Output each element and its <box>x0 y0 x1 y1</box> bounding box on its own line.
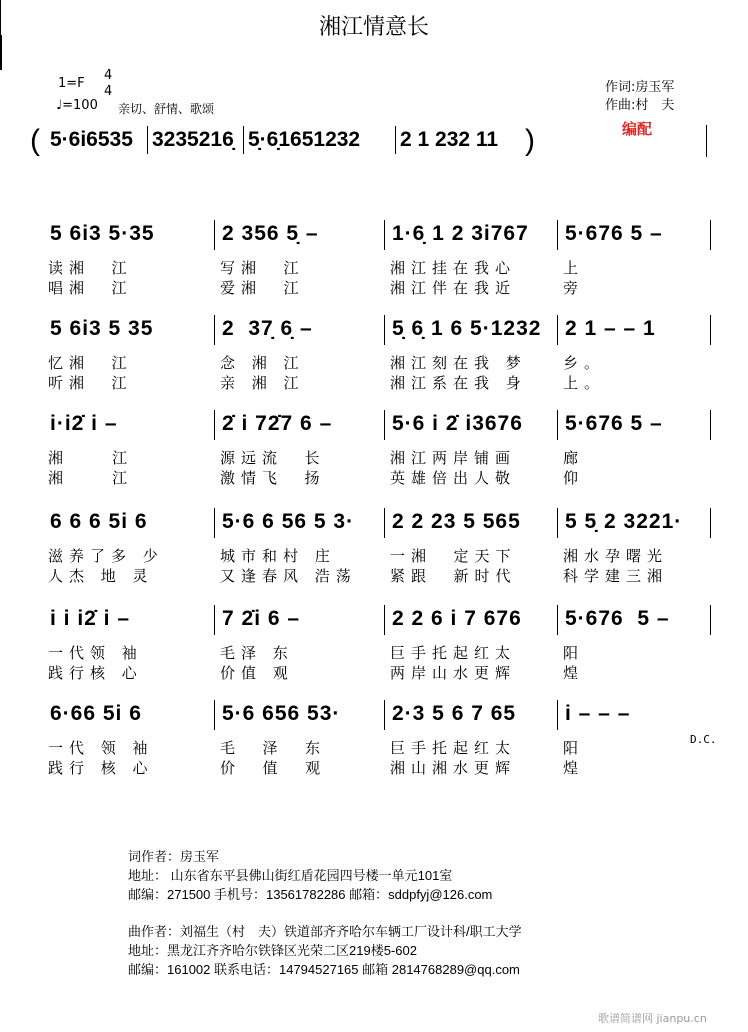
measure-notes: 5̣ 6̣ 1 6 5·1232 <box>392 317 542 340</box>
measure-notes: 5 5̣ 2 3221· <box>565 510 683 533</box>
barline <box>557 315 558 345</box>
lyric-verse-1: 念 湘 江 <box>220 354 305 372</box>
barline <box>147 126 148 154</box>
lyric-verse-2: 践行核 心 <box>48 664 143 682</box>
barline <box>384 700 385 730</box>
lyric-verse-2: 价值 观 <box>220 664 294 682</box>
barline <box>710 410 711 440</box>
lyric-verse-1: 毛 泽 东 <box>220 739 327 757</box>
lyric-verse-2: 唱湘 江 <box>48 279 133 297</box>
lyric-verse-1: 巨手托起红太 <box>390 644 517 662</box>
composer-info <box>128 921 522 978</box>
lyric-verse-2: 激情飞 扬 <box>220 469 326 487</box>
lyric-verse-2: 湘山湘水更辉 <box>390 759 517 777</box>
lyric-verse-2: 紧跟 新时代 <box>390 567 517 585</box>
lyric-verse-2: 听湘 江 <box>48 374 133 392</box>
measure-notes: 2 356 5̣ – <box>222 222 319 245</box>
lyric-verse-1: 上 <box>563 259 585 277</box>
intro-measure: 2 1 232 11 <box>400 128 499 151</box>
lyric-verse-2: 湘江伴在我近 <box>390 279 517 297</box>
barline <box>710 220 711 250</box>
song-title: 湘江情意长 <box>318 15 429 40</box>
seal-stamp: 编配 <box>621 120 652 138</box>
lyric-verse-1: 湘江挂在我心 <box>390 259 517 277</box>
lyricist-credit: 作词:房玉军 <box>605 80 675 95</box>
lyric-verse-2: 爱湘 江 <box>220 279 305 297</box>
measure-notes: 5·676 5 – <box>565 607 670 630</box>
close-paren: ) <box>525 124 536 157</box>
measure-notes: 2·3 5 6 7 65 <box>392 702 517 725</box>
measure-notes: i·i2̇ i – <box>50 412 118 435</box>
measure-notes: 6 6 6 5i 6 <box>50 510 148 533</box>
lyric-verse-2: 煌 <box>563 759 585 777</box>
measure-notes: 2 2 23 5 565 <box>392 510 521 533</box>
lyric-verse-1: 湘江两岸铺画 <box>390 449 517 467</box>
composer-credit: 作曲:村 夫 <box>605 98 675 113</box>
barline <box>557 605 558 635</box>
key-signature: 1=F <box>58 76 85 91</box>
lyric-verse-2: 又逢春风 浩荡 <box>220 567 357 585</box>
lyric-verse-1: 一湘 定天下 <box>390 547 517 565</box>
lyric-verse-2: 仰 <box>563 469 585 487</box>
info-line: 曲作者：刘福生（村 夫）铁道部齐齐哈尔车辆工厂设计科/职工大学 <box>128 924 522 939</box>
measure-notes: 5 6i3 5 35 <box>50 317 154 340</box>
lyric-verse-2: 湘江系在我 身 <box>390 374 527 392</box>
barline <box>214 410 215 440</box>
measure-notes: 2 37̣ 6̣ – <box>222 317 313 340</box>
measure-notes: i – – – <box>565 702 631 725</box>
measure-notes: 5·6 i 2̇ i3676 <box>392 412 523 435</box>
lyric-verse-1: 阳 <box>563 644 585 662</box>
time-top: 4 <box>104 68 113 83</box>
measure-notes: 5·6 656 53· <box>222 702 341 725</box>
barline <box>214 605 215 635</box>
barline <box>557 220 558 250</box>
lyric-verse-1: 阳 <box>563 739 585 757</box>
expression-mark: 亲切、舒情、歌颂 <box>118 102 215 116</box>
measure-notes: 2 2 6 i 7 676 <box>392 607 522 630</box>
barline <box>214 508 215 538</box>
lyric-verse-1: 一代领 袖 <box>48 644 143 662</box>
measure-notes: 5·6 6 56 5 3· <box>222 510 355 533</box>
lyric-verse-2: 亲 湘 江 <box>220 374 305 392</box>
info-line: 地址：黑龙江齐齐哈尔铁锋区光荣二区219楼5-602 <box>128 943 417 958</box>
measure-notes: 7 2̇i 6 – <box>222 607 301 630</box>
tempo-mark: ♩=100 <box>56 98 98 113</box>
measure-notes: 5·676 5 – <box>565 412 663 435</box>
lyric-verse-1: 毛泽 东 <box>220 644 294 662</box>
lyric-verse-2: 践行 核 心 <box>48 759 154 777</box>
barline <box>214 700 215 730</box>
barline <box>557 410 558 440</box>
lyric-verse-1: 巨手托起红太 <box>390 739 517 757</box>
barline <box>395 126 396 154</box>
barline <box>710 605 711 635</box>
lyric-verse-1: 滋养了多 少 <box>48 547 164 565</box>
lyric-verse-1: 湘 江 <box>48 449 134 467</box>
measure-notes: 5·676 5 – <box>565 222 663 245</box>
intro-measure: 5̣·6̣1651232 <box>248 128 361 151</box>
watermark: 歌谱简谱网 jianpu.cn <box>598 1012 707 1025</box>
lyric-verse-2: 价 值 观 <box>220 759 327 777</box>
open-paren: ( <box>30 124 41 157</box>
lyric-verse-2: 旁 <box>563 279 585 297</box>
measure-notes: 2̇ i 72̇7 6 – <box>222 412 333 435</box>
lyric-verse-1: 湘水孕曙光 <box>563 547 669 565</box>
barline <box>384 508 385 538</box>
measure-notes: 5 6i3 5·35 <box>50 222 155 245</box>
info-line: 邮编：271500 手机号：13561782286 邮箱：sddpfyj@126.com <box>128 887 493 902</box>
lyric-verse-1: 源远流 长 <box>220 449 326 467</box>
barline <box>557 508 558 538</box>
lyric-verse-2: 科学建三湘 <box>563 567 669 585</box>
barline <box>710 508 711 538</box>
barline <box>214 315 215 345</box>
lyric-verse-1: 乡。 <box>563 354 606 372</box>
barline <box>384 315 385 345</box>
lyric-verse-2: 煌 <box>563 664 585 682</box>
barline <box>706 125 707 157</box>
lyric-verse-2: 湘 江 <box>48 469 134 487</box>
intro-measure: 5·6i6535 <box>50 128 133 151</box>
time-signature <box>104 68 112 100</box>
lyric-verse-1: 忆湘 江 <box>48 354 133 372</box>
lyric-verse-2: 人杰 地 灵 <box>48 567 154 585</box>
lyric-verse-1: 廊 <box>563 449 585 467</box>
measure-notes: 2 1 – – 1 <box>565 317 656 340</box>
lyric-verse-1: 湘江刻在我 梦 <box>390 354 527 372</box>
barline <box>243 126 244 154</box>
barline <box>557 700 558 730</box>
lyric-verse-1: 写湘 江 <box>220 259 305 277</box>
measure-notes: 1·6̣ 1 2 3i767 <box>392 222 529 245</box>
measure-notes: i i i2̇ i – <box>50 607 131 630</box>
barline <box>384 220 385 250</box>
info-line: 词作者：房玉军 <box>128 849 220 864</box>
barline <box>214 220 215 250</box>
intro-measure: 3235216̣ <box>152 128 234 151</box>
lyric-verse-2: 两岸山水更辉 <box>390 664 517 682</box>
lyric-verse-2: 上。 <box>563 374 606 392</box>
lyric-verse-2: 英雄倍出人敬 <box>390 469 517 487</box>
lyric-verse-1: 城市和村 庄 <box>220 547 336 565</box>
lyric-verse-1: 一代 领 袖 <box>48 739 154 757</box>
info-line: 地址： 山东省东平县佛山街红盾花园四号楼一单元101室 <box>128 868 453 883</box>
barline <box>384 410 385 440</box>
lyricist-info <box>128 846 492 903</box>
barline <box>384 605 385 635</box>
time-bottom: 4 <box>104 84 113 99</box>
lyric-verse-1: 读湘 江 <box>48 259 133 277</box>
barline <box>710 315 711 345</box>
da-capo-mark: D.C. <box>690 733 717 746</box>
info-line: 邮编：161002 联系电话：14794527165 邮箱 2814768289@qq.com <box>128 962 520 977</box>
measure-notes: 6·66 5i 6 <box>50 702 142 725</box>
